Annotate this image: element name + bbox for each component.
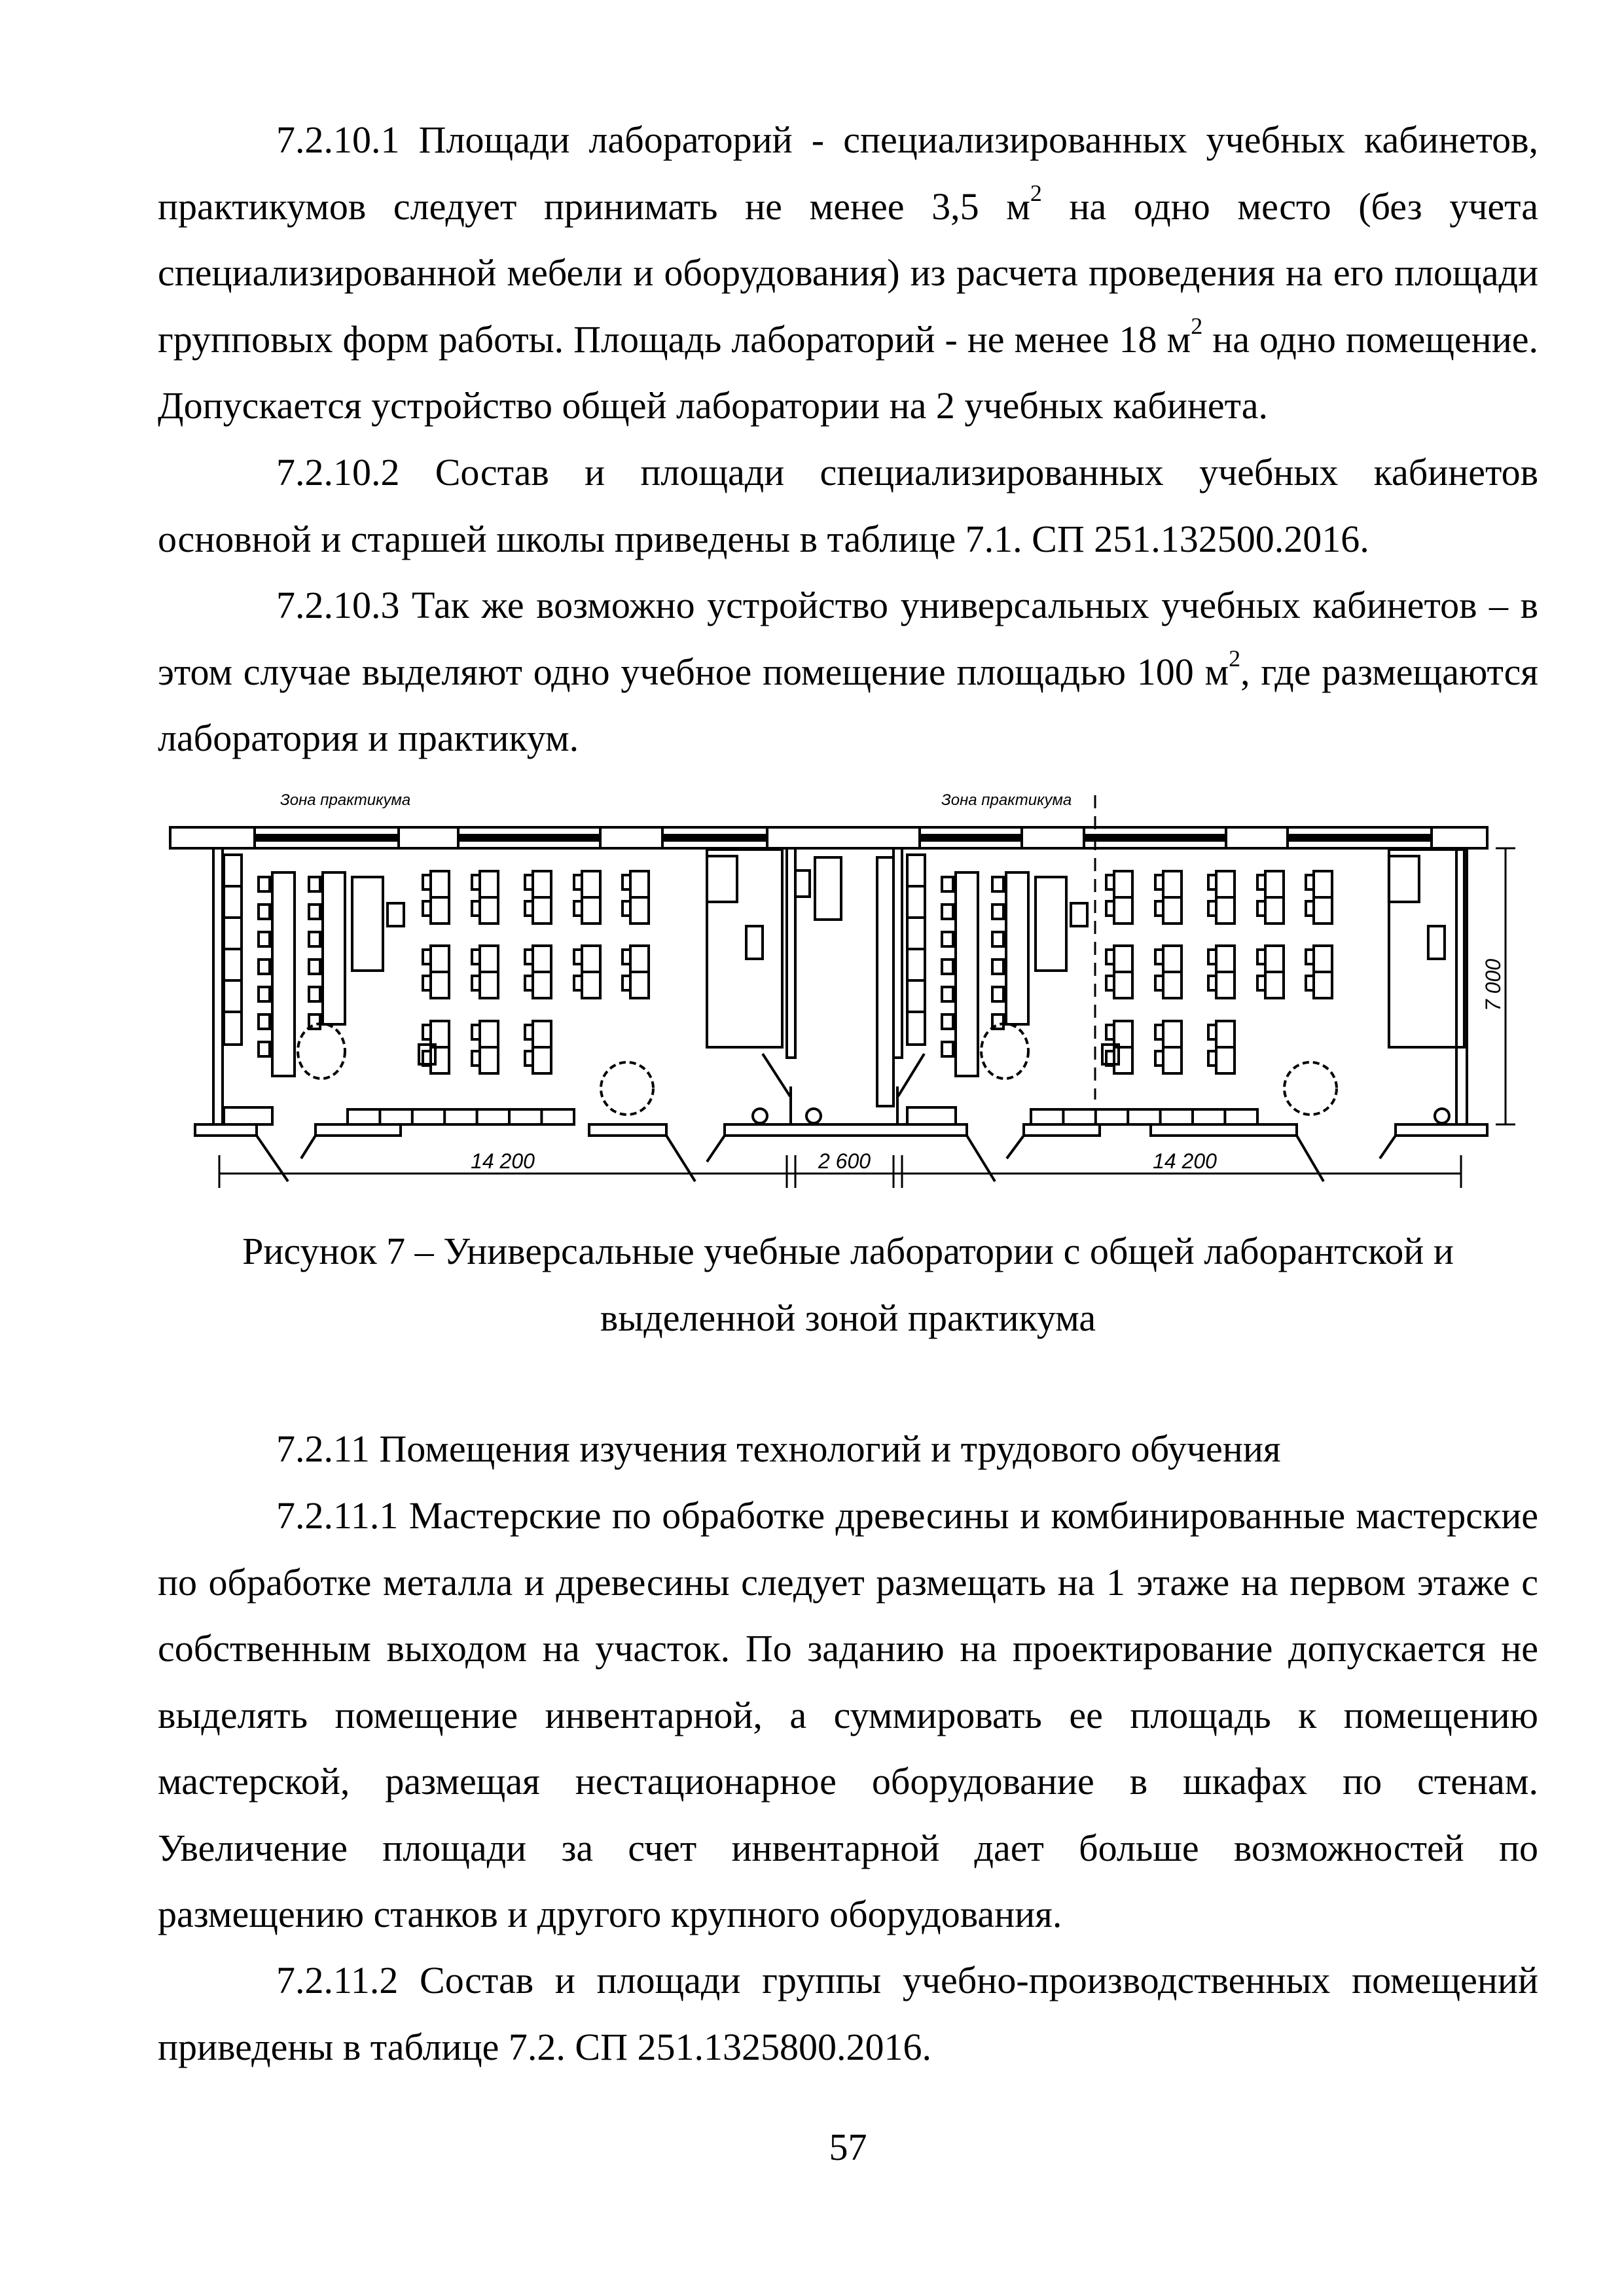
work-zone-circle [298, 1024, 345, 1079]
chair [942, 1042, 953, 1056]
chair [472, 976, 480, 990]
paragraph-7-2-11-1 [158, 1482, 1538, 1948]
caption-line-2: выделенной зоной практикума [600, 1296, 1096, 1339]
bottom-wall [316, 1124, 401, 1136]
chair [1106, 950, 1114, 964]
door-swing [763, 1054, 790, 1096]
chair [1106, 1025, 1114, 1039]
door-swing [301, 1136, 316, 1158]
chair [623, 950, 630, 964]
storage-row [348, 1109, 574, 1124]
window [255, 835, 399, 840]
chair [623, 976, 630, 990]
window [1084, 835, 1226, 840]
chair [525, 1051, 533, 1066]
left-wall [213, 848, 223, 1124]
bottom-wall [589, 1124, 666, 1136]
bottom-wall [1151, 1124, 1297, 1136]
dimension-right: 14 200 [1153, 1149, 1217, 1173]
chair [309, 987, 320, 1001]
text-line: мастерской, размещая нестационарное оборудование в шкафах по стенам. [158, 1760, 1538, 1803]
chair [623, 901, 630, 916]
page-number: 57 [829, 2126, 867, 2168]
chair [472, 901, 480, 916]
zone-label-2: Зона практикума [941, 791, 1072, 809]
text-line: по обработке металла и древесины следует размещать на 1 этаже на первом этаже с [158, 1560, 1538, 1604]
superscript: 2 [1191, 312, 1203, 339]
chair [1306, 976, 1314, 990]
chair [472, 875, 480, 889]
chair [992, 905, 1003, 919]
chair [309, 877, 320, 891]
text-line: приведены в таблице 7.2. СП 251.1325800.2016. [158, 2025, 931, 2068]
chair [1257, 976, 1265, 990]
corridor-cabinet [795, 870, 810, 897]
chair [1257, 875, 1265, 889]
chair [574, 976, 582, 990]
work-zone-circle [1284, 1062, 1337, 1115]
wall-pier [767, 827, 920, 848]
chair [259, 932, 270, 946]
chair [574, 875, 582, 889]
storage-row [1031, 1109, 1257, 1124]
chair [423, 1025, 431, 1039]
chair [1306, 875, 1314, 889]
chair [472, 1051, 480, 1066]
chair [525, 1025, 533, 1039]
chair [992, 960, 1003, 974]
text-line: специализированной мебели и оборудования) из расчета проведения на его площади [158, 251, 1538, 294]
door-swing [1007, 1136, 1024, 1158]
chair [1155, 976, 1163, 990]
chair [992, 932, 1003, 946]
chair [1155, 1025, 1163, 1039]
superscript: 2 [1030, 179, 1042, 206]
chair [309, 932, 320, 946]
chair [1155, 875, 1163, 889]
chair [942, 987, 953, 1001]
chair [525, 875, 533, 889]
wall-pier [1432, 827, 1487, 848]
text-line: 7.2.11 Помещения изучения технологий и трудового обучения [276, 1427, 1281, 1470]
chair [472, 1025, 480, 1039]
bottom-wall [1396, 1124, 1487, 1136]
chair [623, 875, 630, 889]
lab-table [1006, 872, 1028, 1024]
chair [1155, 901, 1163, 916]
bottom-wall [195, 1124, 257, 1136]
chair [1208, 1051, 1216, 1066]
chair [1106, 976, 1114, 990]
chair [1257, 901, 1265, 916]
sink-icon [1435, 1109, 1449, 1123]
page-number-block [158, 2114, 1538, 2181]
sink-icon [806, 1109, 821, 1123]
chair [1106, 901, 1114, 916]
wall-pier [399, 827, 458, 848]
chair [574, 901, 582, 916]
chair [992, 877, 1003, 891]
lab-assistant-cabinet [707, 850, 782, 1047]
chair [574, 950, 582, 964]
chair [259, 1014, 270, 1029]
zone-label-1: Зона практикума [280, 791, 411, 809]
chair [942, 932, 953, 946]
chair [259, 987, 270, 1001]
sink [1428, 926, 1445, 959]
chair [1306, 901, 1314, 916]
dimension-height: 7 000 [1481, 958, 1505, 1012]
text-line: 7.2.10.2 Состав и площади специализированных учебных кабинетов [276, 451, 1538, 493]
text-line: Увеличение площади за счет инвентарной дает больше возможностей по [158, 1826, 1538, 1869]
corridor-shelf [877, 857, 893, 1106]
text-line: Допускается устройство общей лаборатории на 2 учебных кабинета. [158, 384, 1268, 427]
door-swing [707, 1136, 725, 1162]
chair [525, 950, 533, 964]
text-line: выделять помещение инвентарной, а суммировать ее площадь к помещению [158, 1693, 1538, 1736]
chair [1306, 950, 1314, 964]
chair [992, 987, 1003, 1001]
text-line: лаборатория и практикум. [158, 717, 579, 759]
text-line: 7.2.11.2 Состав и площади группы учебно-производственных помещений [276, 1959, 1538, 2001]
dimension-left: 14 200 [471, 1149, 535, 1173]
stool [388, 903, 404, 926]
chair [1155, 1051, 1163, 1066]
chair [259, 877, 270, 891]
fume-hood [707, 856, 737, 902]
caption-line-1: Рисунок 7 – Универсальные учебные лаборатории с общей лаборантской и [242, 1230, 1454, 1272]
fume-hood [1389, 856, 1419, 902]
text-line: 7.2.10.3 Так же возможно устройство универсальных учебных кабинетов – в [276, 584, 1538, 626]
window [458, 835, 600, 840]
window [1288, 835, 1432, 840]
text-line: групповых форм работы. Площадь лабораторий - не менее 18 $м^2$ на одно помещение. [158, 312, 1538, 361]
wall-pier [1022, 827, 1084, 848]
chair [942, 877, 953, 891]
corridor-cabinet [815, 857, 841, 920]
chair [1208, 950, 1216, 964]
cabinet [907, 1107, 956, 1124]
lab-table [272, 872, 295, 1076]
sink [746, 926, 763, 959]
superscript: 2 [1229, 645, 1241, 672]
lab-table [956, 872, 978, 1076]
text-line: 7.2.10.1 Площади лабораторий - специализированных учебных кабинетов, [276, 118, 1538, 161]
chair [423, 875, 431, 889]
chair [259, 905, 270, 919]
sink-icon [753, 1109, 767, 1123]
chair [423, 976, 431, 990]
text-line: размещению станков и другого крупного оборудования. [158, 1893, 1062, 1935]
chair [1257, 950, 1265, 964]
paragraph-7-2-11-2 [158, 1947, 1538, 2080]
door-swing [898, 1054, 924, 1096]
bottom-wall [725, 1124, 967, 1136]
stool [1071, 903, 1087, 926]
dimension-middle: 2 600 [818, 1149, 871, 1173]
window [920, 835, 1022, 840]
text-line: практикумов следует принимать не менее 3,5 $м^2$ на одно место (без учета [158, 179, 1538, 228]
lab-assistant-cabinet [1389, 850, 1464, 1047]
chair [309, 905, 320, 919]
text-line: этом случае выделяют одно учебное помещение площадью 100 $м^2$, где размещаются [158, 645, 1538, 693]
chair [309, 960, 320, 974]
work-zone-circle [601, 1062, 653, 1115]
chair [942, 905, 953, 919]
figure-caption [158, 1218, 1538, 1351]
chair [1208, 976, 1216, 990]
chair [472, 950, 480, 964]
work-zone-circle [981, 1024, 1028, 1079]
wall-pier [1226, 827, 1288, 848]
text-line: основной и старшей школы приведены в таблице 7.1. СП 251.132500.2016. [158, 517, 1369, 560]
chair [1208, 875, 1216, 889]
chair [942, 1014, 953, 1029]
text-line: собственным выходом на участок. По заданию на проектирование допускается не [158, 1627, 1538, 1670]
bottom-wall [1024, 1124, 1100, 1136]
chair [423, 901, 431, 916]
chair [1155, 950, 1163, 964]
chair [423, 950, 431, 964]
chair [1208, 901, 1216, 916]
chair [259, 1042, 270, 1056]
lab-table [323, 872, 345, 1024]
chair [1106, 875, 1114, 889]
teacher-desk [352, 877, 383, 971]
wall-pier [600, 827, 662, 848]
chair [525, 901, 533, 916]
cabinet [224, 1107, 272, 1124]
window [662, 835, 767, 840]
section-heading-7-2-11 [158, 1416, 1538, 1482]
teacher-desk [1036, 877, 1066, 971]
chair [259, 960, 270, 974]
chair [942, 960, 953, 974]
text-line: 7.2.11.1 Мастерские по обработке древесины и комбинированные мастерские [276, 1494, 1538, 1537]
chair [1208, 1025, 1216, 1039]
door-swing [1380, 1136, 1396, 1158]
wall-pier [170, 827, 255, 848]
chair [525, 976, 533, 990]
